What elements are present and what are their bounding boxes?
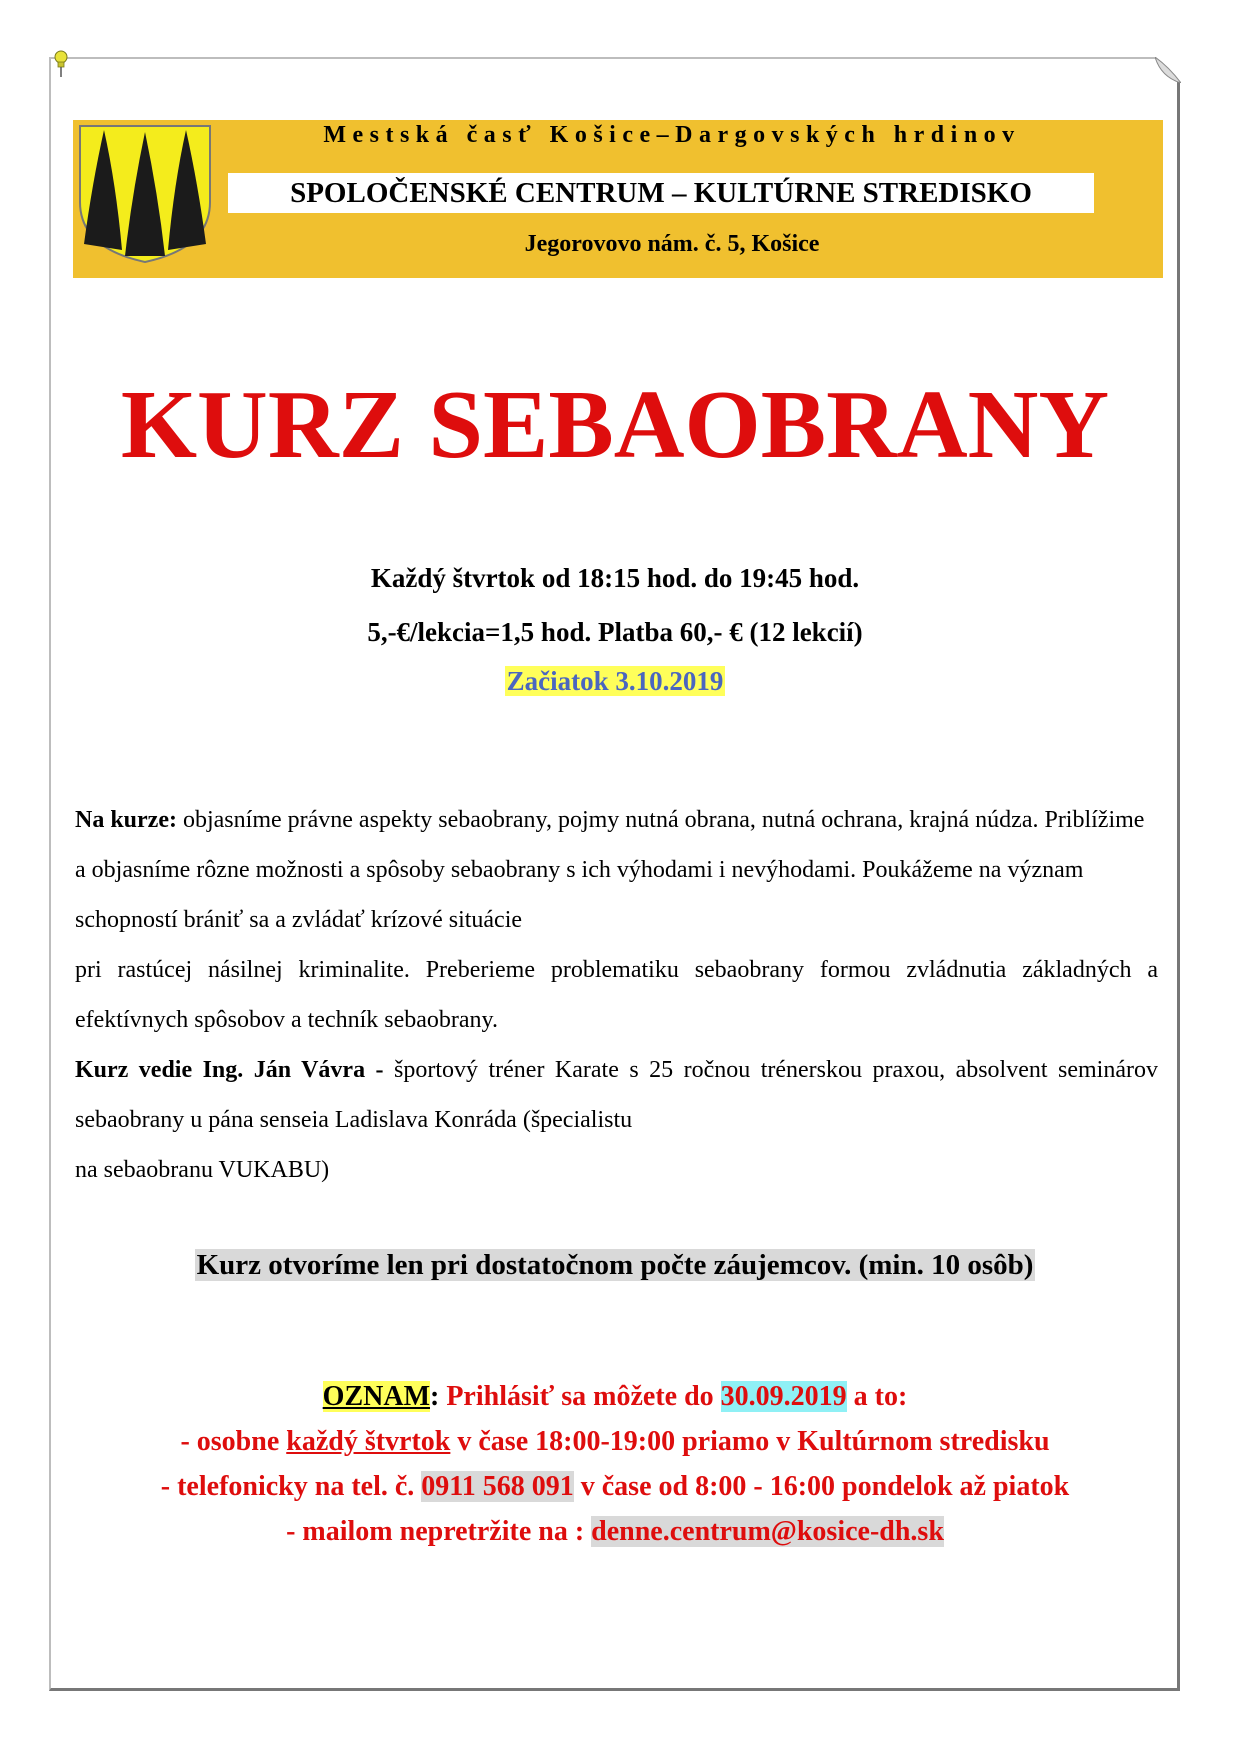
- center-name: SPOLOČENSKÉ CENTRUM – KULTÚRNE STREDISKO: [228, 173, 1094, 213]
- personal-prefix: - osobne: [180, 1426, 287, 1457]
- mail-prefix: - mailom nepretržite na :: [286, 1516, 592, 1547]
- page-title: KURZ SEBAOBRANY: [120, 371, 1110, 479]
- page-curl-icon: [1155, 57, 1181, 83]
- registration-text-end: a to:: [846, 1381, 908, 1412]
- coat-of-arms-logo: [78, 124, 212, 264]
- registration-text: Prihlásiť sa môžete do: [439, 1381, 721, 1412]
- pushpin-icon: [52, 50, 70, 78]
- contact-personal: [60, 1419, 1170, 1464]
- email-link[interactable]: denne.centrum@kosice-dh.sk: [591, 1516, 944, 1547]
- registration-intro: [60, 1374, 1170, 1419]
- start-line: [60, 666, 1170, 697]
- price-line: 5,-€/lekcia=1,5 hod. Platba 60,- € (12 lekcií): [367, 617, 863, 647]
- personal-day: každý štvrtok: [286, 1426, 451, 1457]
- phone-number[interactable]: 0911 568 091: [421, 1471, 574, 1502]
- district-name: Mestská časť Košice–Dargovských hrdinov: [323, 122, 1021, 148]
- minimum-notice-text: Kurz otvoríme len pri dostatočnom počte záujemcov. (min. 10 osôb): [196, 1249, 1034, 1281]
- contact-phone: [60, 1464, 1170, 1509]
- minimum-notice: [60, 1249, 1170, 1282]
- description-text-2: pri rastúcej násilnej kriminalite. Preberieme problematiku sebaobrany formou zvládnutia základných a efektívnych spôsobov a techník sebaobrany.: [75, 957, 1158, 1033]
- trainer-lead: Kurz vedie Ing. Ján Vávra -: [75, 1057, 384, 1083]
- start-date: Začiatok 3.10.2019: [506, 666, 724, 696]
- contact-email: [60, 1509, 1170, 1554]
- trainer-text: športový tréner Karate s 25 ročnou trénerskou praxou, absolvent seminárov sebaobrany u pána senseia Ladislava Konráda (špecialistu: [75, 1057, 1158, 1133]
- phone-prefix: - telefonicky na tel. č.: [160, 1471, 422, 1502]
- announcement-label: OZNAM: [322, 1381, 430, 1412]
- personal-rest: v čase 18:00-19:00 priamo v Kultúrnom stredisku: [450, 1426, 1050, 1457]
- announcement-colon: :: [430, 1381, 440, 1412]
- address: Jegorovovo nám. č. 5, Košice: [524, 231, 820, 257]
- trainer-text-end: na sebaobranu VUKABU): [75, 1157, 330, 1183]
- schedule-line: Každý štvrtok od 18:15 hod. do 19:45 hod.: [370, 563, 860, 593]
- description-text-1: objasníme právne aspekty sebaobrany, pojmy nutná obrana, nutná ochrana, krajná núdza. Priblížime a objasníme rôzne možnosti a spôsoby sebaobrany s ich výhodami i nevýhodami. Poukážeme na význam schopností brániť sa a zvládať krízové situácie: [75, 807, 1145, 933]
- description-lead: Na kurze:: [75, 807, 177, 833]
- deadline-date: 30.09.2019: [720, 1381, 847, 1412]
- phone-rest: v čase od 8:00 - 16:00 pondelok až piatok: [573, 1471, 1070, 1502]
- registration-info: [60, 1374, 1170, 1554]
- course-description: [75, 795, 1158, 1195]
